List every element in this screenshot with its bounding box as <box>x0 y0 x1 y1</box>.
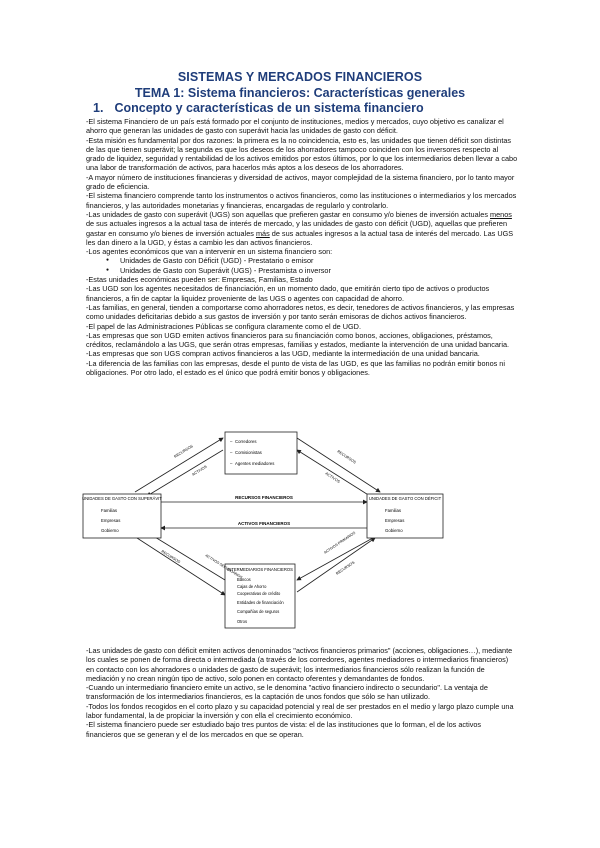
top-box-item: Comisionistas <box>235 450 262 455</box>
dash-marker: – <box>230 439 233 444</box>
paragraph: -Las UGD son los agentes necesitados de financiación, en un momento dado, que emitirán cierto tipo de activos o productos financieros, a fin de captar la liquidez proveniente de las UGS o agentes con capacidad de ahorro. <box>86 284 490 303</box>
paragraph: -El sistema financiero comprende tanto los instrumentos o activos financieros, como las instituciones o intermediarios y los mercados financieros, y las autoridades monetarias y financieras, encargadas de regularlo y controlarlo. <box>86 191 517 210</box>
text-run: -Las unidades de gasto con superávit (UGS) son aquellas que prefieren gastar en consumo y/o bienes de inversión actuales <box>86 209 491 219</box>
right-box-title: UNIDADES DE GASTO CON DÉFICIT <box>368 496 442 501</box>
paragraph: -Las familias, en general, tienden a comportarse como ahorradores netos, es decir, tenedores de activos financieros, y las empresas como unidades deficitarias debido a sus gastos de inversión y por tanto serán emisoras de dichos activos financieros. <box>86 302 515 322</box>
paragraph: -La diferencia de las familias con las empresas, desde el punto de vista de las UGD, es que las familias no podrán emitir bonos ni obligaciones. Por otro lado, el estado es el único que podrá emitir bonos y obligaciones. <box>86 358 505 378</box>
arrow-label: RECURSOS <box>173 444 194 459</box>
arrow-label: RECURSOS <box>335 560 356 576</box>
paragraph: -Los agentes económicos que van a intervenir en un sistema financiero son: <box>86 247 333 257</box>
agents-list <box>86 256 518 275</box>
arrow <box>147 450 223 496</box>
paragraph: -A mayor número de instituciones financieras y diversidad de activos, mayor complejidad de la sistema financiero, por lo tanto mayor grado de eficiencia. <box>86 172 515 192</box>
arrow <box>135 438 223 492</box>
document-subtitle: TEMA 1: Sistema financieros: Características generales <box>134 86 466 100</box>
bottom-box-item: Cooperativas de crédito <box>237 591 281 596</box>
paragraph: -Las empresas que son UGS compran activos financieros a las UGD, mediante la intermediación de una unidad bancaria. <box>86 349 480 359</box>
arrow <box>137 538 225 595</box>
financial-flow-diagram <box>75 430 525 630</box>
text-run: de sus actuales ingresos a la actual tasa de interés del mercado. Las UGS les dan dinero a la UGD, y éstas a cambio les dan activos financieros. <box>86 228 514 247</box>
right-box-item: Empresas <box>385 518 405 523</box>
paragraph: -Esta misión es fundamental por dos razones: la primera es la no coincidencia, esto es, las unidades que tienen déficit son distintas de las que tienen superávit; la segunda es que los deseos de los ahorradores tampoco coinciden con los inversores respecto al grado de liquidez, seguridad y rentabilidad de los activos emitidos por estos últimos, por lo que los intermediarios deben llevar a cabo una labor de transformación de activos, para hacerlos más aptos a los deseos de los ahorradores. <box>86 135 518 173</box>
left-box-item: Familias <box>101 508 117 513</box>
top-box-item: Agentes mediadores <box>235 461 275 466</box>
text-block-top <box>86 117 518 377</box>
paragraph-ugs <box>86 210 518 247</box>
paragraph: -Todos los fondos recogidos en el corto plazo y su capacidad potencial y real de ser prestados en el medio y largo plazo cumple una labor fundamental, la de propiciar la inversión y con ella el crecimiento económico. <box>86 701 514 721</box>
center-bottom-label: ACTIVOS FINANCIEROS <box>237 521 291 526</box>
top-box-item: Corredores <box>235 439 257 444</box>
right-box-item: Familias <box>385 508 401 513</box>
paragraph: -El sistema financiero puede ser estudiado bajo tres puntos de vista: el de las instituciones que lo forman, el de los activos financieros que se generan y el de los mercados en que se operan. <box>86 720 482 739</box>
bottom-box-title: INTERMEDIARIOS FINANCIEROS <box>227 567 293 572</box>
document-title: SISTEMAS Y MERCADOS FINANCIEROS <box>177 70 423 84</box>
list-item: ● Unidades de Gasto con Superávit (UGS) - Prestamista o inversor <box>120 266 518 275</box>
bottom-box-item: Cajas de Ahorro <box>237 584 267 589</box>
paragraph: -El papel de las Administraciones Públicas se configura claramente como el de UGD. <box>86 321 361 331</box>
text-run: de sus actuales ingresos a la actual tasa de interés de mercado, y las unidades de gasto con déficit (UGD), aquellas que prefieren gastar en consumo y/o bienes de inversión actuales <box>86 219 508 238</box>
paragraph: -Las unidades de gasto con déficit emiten activos denominados "activos financieros primarios" (acciones, obligaciones…), mediante los cuales se ponen de forma directa o intermediada (a través de los corredores, agentes mediadores o intermediarios financieros) en contacto con los ahorradores o unidades de gasto de superávit; los intermediarios financieros sólo realizan la función de mediación y no crean ningún tipo de activo, solo ponen en contacto oferentes y demandantes de fondos. <box>86 646 513 683</box>
arrow-label: RECURSOS <box>160 549 181 565</box>
section-title: Concepto y características de un sistema financiero <box>114 101 424 115</box>
dash-marker: – <box>230 450 233 455</box>
bottom-box-item: Otros <box>237 619 248 624</box>
arrow-label: ACTIVOS PRIMARIOS <box>323 530 357 555</box>
section-heading <box>93 101 424 115</box>
dash-marker: – <box>230 461 233 466</box>
bottom-box-item: Entidades de financiación <box>237 600 284 605</box>
left-box-item: Gobierno <box>101 528 119 533</box>
list-item: ● Unidades de Gasto con Déficit (UGD) - Prestatario o emisor <box>120 256 518 265</box>
paragraph: -Cuando un intermediario financiero emite un activo, se le denomina "activo financiero indirecto o secundario". La ventaja de transformación de los intermediarios financieros, es la captación de unos fondos que sólo se han utilizado. <box>86 683 488 702</box>
arrow-label: RECURSOS <box>336 449 357 465</box>
paragraph: -Las empresas que son UGD emiten activos financieros para su financiación como bonos, acciones, obligaciones, préstamos, créditos, reclamándolo a las UGS, que serán otras empresas, familias y estados, mediante la intervención de una unidad bancaria. <box>86 330 510 350</box>
arrow-label: ACTIVOS <box>191 464 208 477</box>
arrow <box>297 450 370 496</box>
paragraph: -Estas unidades económicas pueden ser: Empresas, Familias, Estado <box>86 275 313 285</box>
diagram-svg <box>75 430 525 630</box>
text-block-bottom <box>86 646 518 739</box>
arrow-label: ACTIVOS SECUNDARIOS <box>204 553 244 580</box>
paragraph: -El sistema Financiero de un país está formado por el conjunto de instituciones, medios y mercados, cuyo objetivo es canalizar el ahorro que generan las unidades de gasto con superávit hacia las unidades de gasto con déficit. <box>86 117 504 136</box>
bottom-box-item: Compañías de seguros <box>237 609 280 614</box>
left-box-title: UNIDADES DE GASTO CON SUPERÁVIT <box>82 496 162 501</box>
bottom-box-item: Bancos <box>237 577 251 582</box>
underlined-word: más <box>255 228 270 238</box>
right-box-item: Gobierno <box>385 528 403 533</box>
left-box-item: Empresas <box>101 518 121 523</box>
underlined-word: menos <box>490 209 512 219</box>
center-top-label: RECURSOS FINANCIEROS <box>235 495 293 500</box>
arrow-label: ACTIVOS <box>324 471 341 484</box>
section-number: 1. <box>93 101 104 115</box>
arrow <box>297 438 380 492</box>
